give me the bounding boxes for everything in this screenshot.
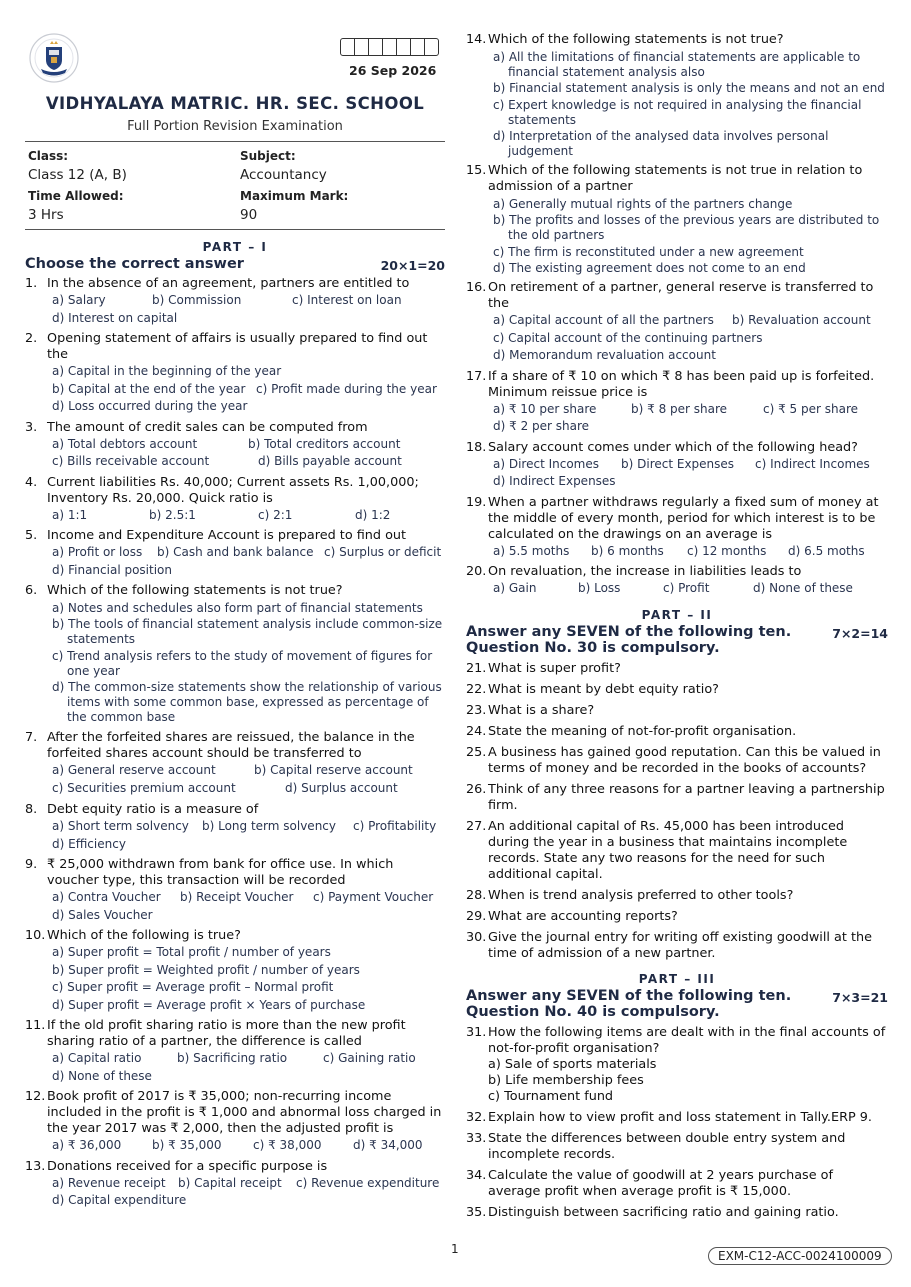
document-code-badge: EXM-C12-ACC-0024100009	[708, 1247, 892, 1265]
question-text: When a partner withdraws regularly a fixed sum of money at the middle of every month, period for which interest is to be calculated on the drawings on an average is	[488, 494, 879, 542]
option: c) Gaining ratio	[323, 1051, 416, 1065]
question-text: Salary account comes under which of the following head?	[488, 439, 858, 455]
option: b) Capital at the end of the year	[52, 381, 246, 396]
option: b) Revaluation account	[732, 313, 871, 327]
option-text: d) Interpretation of the analysed data involves personal judgement	[493, 129, 829, 158]
question-text: State the meaning of not-for-profit organisation.	[488, 723, 797, 739]
question-text: Distinguish between sacrificing ratio and gaining ratio.	[488, 1204, 839, 1220]
question-text: Give the journal entry for writing off existing goodwill at the time of admission of a new partner.	[488, 929, 872, 961]
options-row	[52, 889, 445, 907]
question-text: Income and Expenditure Account is prepared to find out	[47, 528, 407, 543]
option-text: c) Expert knowledge is not required in analysing the financial statements	[493, 97, 862, 127]
time-cell	[28, 189, 240, 223]
options-row	[52, 997, 445, 1015]
option: b) 2.5:1	[149, 507, 196, 522]
roll-number-boxes	[340, 38, 439, 56]
question	[25, 276, 445, 292]
part-2-title: Answer any SEVEN of the following ten. Question No. 30 is compulsory.	[466, 623, 792, 656]
option	[493, 129, 888, 159]
question-number: 15.	[466, 163, 487, 178]
option-text: a) Notes and schedules also form part of financial statements	[52, 600, 423, 615]
option: c) Profit	[663, 581, 710, 595]
option: b) Total creditors account	[248, 436, 401, 451]
question	[466, 745, 888, 777]
part-1-marks: 20×1=20	[380, 258, 445, 273]
question	[466, 32, 888, 48]
option: c) Securities premium account	[52, 780, 236, 795]
question	[466, 440, 888, 456]
mark-label: Maximum Mark:	[240, 189, 349, 203]
exam-title: Full Portion Revision Examination	[127, 119, 343, 134]
question-number: 14.	[466, 32, 487, 47]
options-row	[52, 381, 445, 399]
question-text: What is a share?	[488, 702, 595, 718]
option	[493, 261, 888, 276]
question-text: Which of the following is true?	[47, 928, 241, 943]
question	[25, 331, 445, 363]
option: a) Direct Incomes	[493, 456, 600, 471]
option: c) Indirect Incomes	[755, 456, 870, 471]
options-row	[493, 418, 888, 436]
part-2-marks: 7×2=14	[832, 625, 888, 641]
question-number: 27.	[466, 818, 487, 834]
option-text: c) The firm is reconstituted under a new agreement	[493, 244, 804, 259]
question-text: Which of the following statements is not true?	[47, 583, 343, 598]
options-row	[52, 836, 445, 854]
option: b) ₹ 35,000	[152, 1138, 222, 1152]
question-text: Donations received for a specific purpose is	[47, 1158, 328, 1174]
option: d) None of these	[52, 1068, 152, 1083]
question	[25, 1159, 445, 1175]
option: a) Profit or loss	[52, 545, 143, 559]
question-number: 22.	[466, 681, 487, 697]
option: c) Bills receivable account	[52, 454, 210, 468]
question	[466, 564, 888, 580]
option: c) Super profit = Average profit – Normal profit	[52, 980, 334, 994]
options-row	[52, 507, 445, 525]
option: a) General reserve account	[52, 763, 216, 777]
question-number: 7.	[25, 730, 38, 745]
time-label: Time Allowed:	[28, 189, 124, 203]
left-column	[25, 32, 445, 1210]
option: b) Commission	[152, 293, 242, 307]
option: a) Capital ratio	[52, 1051, 142, 1065]
question-text: Which of the following statements is not true?	[488, 32, 784, 47]
question	[466, 930, 888, 962]
option: c) Interest on loan	[292, 293, 402, 307]
question-text: If the old profit sharing ratio is more than the new profit sharing ratio of a partner, the difference is called	[47, 1018, 406, 1049]
option: a) ₹ 10 per share	[493, 401, 597, 416]
question	[25, 583, 445, 599]
question-text: In the absence of an agreement, partners are entitled to	[47, 276, 410, 291]
part-3-title-row	[466, 988, 888, 1020]
part-2-title-row	[466, 624, 888, 656]
part-1-title: Choose the correct answer	[25, 256, 244, 272]
options-row	[493, 330, 888, 348]
option: b) Long term solvency	[202, 819, 336, 833]
question-text: Explain how to view profit and loss statement in Tally.ERP 9.	[488, 1109, 872, 1125]
options-row	[52, 944, 445, 962]
part-3-title: Answer any SEVEN of the following ten. Question No. 40 is compulsory.	[466, 987, 792, 1020]
question-text: An additional capital of Rs. 45,000 has been introduced during the year in a business that maintains incomplete records. State any two reasons for the need for such additional capital.	[488, 818, 848, 882]
option: d) ₹ 2 per share	[493, 419, 590, 433]
question	[25, 857, 445, 889]
option	[52, 617, 445, 647]
option: d) Loss occurred during the year	[52, 399, 248, 413]
part-1-heading: PART – I	[202, 240, 268, 254]
question-text: Calculate the value of goodwill at 2 years purchase of average profit when average profit is ₹ 15,000.	[488, 1167, 833, 1199]
question-number: 19.	[466, 494, 487, 510]
option: c) ₹ 5 per share	[763, 401, 859, 416]
option: c) Surplus or deficit	[324, 545, 442, 559]
options-row	[52, 762, 445, 780]
option: c) Profit made during the year	[256, 381, 437, 396]
options-row	[493, 456, 888, 474]
question-number: 2.	[25, 331, 38, 346]
question-text: What is meant by debt equity ratio?	[488, 681, 719, 697]
part-2-heading: PART – II	[641, 607, 713, 622]
option: a) Capital in the beginning of the year	[52, 364, 282, 378]
options-row	[52, 436, 445, 454]
question	[25, 1089, 445, 1137]
right-column	[466, 32, 888, 1221]
option-text: b) Financial statement analysis is only the means and not an end	[493, 81, 885, 95]
question	[25, 928, 445, 944]
question	[466, 1025, 888, 1057]
options-row	[493, 312, 888, 330]
question-text: If a share of ₹ 10 on which ₹ 8 has been paid up is forfeited. Minimum reissue price is	[488, 368, 875, 400]
options-row	[52, 292, 445, 310]
subject-label: Subject:	[240, 149, 296, 163]
question-number: 8.	[25, 802, 38, 817]
question	[466, 782, 888, 814]
option	[493, 197, 888, 212]
option-text: d) The existing agreement does not come to an end	[493, 261, 806, 275]
question	[25, 420, 445, 436]
question-number: 25.	[466, 744, 487, 760]
options-row	[52, 1068, 445, 1086]
question-number: 34.	[466, 1167, 487, 1183]
option: c) Revenue expenditure	[296, 1175, 440, 1190]
option-text: b) The profits and losses of the previous years are distributed to the old partners	[493, 213, 880, 242]
option: a) Capital account of all the partners	[493, 313, 714, 327]
option: d) Memorandum revaluation account	[493, 348, 716, 362]
option: d) Capital expenditure	[52, 1193, 187, 1207]
question	[466, 1168, 888, 1200]
question-text: ₹ 25,000 withdrawn from bank for office use. In which voucher type, this transaction will be recorded	[47, 857, 394, 888]
question-text: A business has gained good reputation. Can this be valued in terms of money and be recorded in the books of accounts?	[488, 744, 881, 776]
question-number: 31.	[466, 1024, 487, 1040]
option: a) Contra Voucher	[52, 890, 161, 904]
question-number: 13.	[25, 1158, 46, 1174]
option: d) ₹ 34,000	[353, 1138, 423, 1152]
option	[493, 81, 888, 96]
options-row	[52, 907, 445, 925]
option: d) Bills payable account	[258, 454, 402, 468]
question-number: 23.	[466, 702, 487, 718]
option: b) Sacrificing ratio	[177, 1051, 288, 1065]
options-row	[52, 979, 445, 997]
option-text: a) All the limitations of financial statements are applicable to financial statement analysis also	[493, 49, 861, 79]
question-number: 24.	[466, 723, 487, 739]
question	[466, 724, 888, 740]
question-number: 26.	[466, 781, 487, 797]
question-text: The amount of credit sales can be computed from	[47, 419, 368, 435]
question-number: 30.	[466, 929, 487, 945]
options-list	[493, 197, 888, 277]
option: c) Payment Voucher	[313, 890, 434, 904]
header-top	[25, 32, 445, 94]
question	[25, 528, 445, 544]
option: c) Capital account of the continuing partners	[493, 330, 763, 345]
option: a) Short term solvency	[52, 819, 189, 833]
question-text: Which of the following statements is not true in relation to admission of a partner	[488, 163, 863, 194]
page-number: 1	[451, 1242, 459, 1256]
options-row	[52, 453, 445, 471]
option	[52, 649, 445, 679]
option: b) Direct Expenses	[621, 456, 735, 471]
exam-date: 26 Sep 2026	[349, 63, 437, 78]
question-text: Think of any three reasons for a partner leaving a partnership firm.	[488, 781, 885, 813]
part-3-marks: 7×3=21	[832, 989, 888, 1005]
option: a) Revenue receipt	[52, 1175, 166, 1190]
options-row	[493, 580, 888, 598]
sub-item: c) Tournament fund	[488, 1088, 614, 1104]
part-3-heading: PART – III	[638, 971, 716, 986]
options-list	[52, 601, 445, 726]
option: a) Super profit = Total profit / number of years	[52, 945, 331, 959]
options-row	[52, 1192, 445, 1210]
question-number: 11.	[25, 1018, 46, 1033]
option: b) Super profit = Weighted profit / number of years	[52, 962, 360, 977]
sub-item: b) Life membership fees	[488, 1072, 644, 1088]
question-number: 3.	[25, 419, 38, 435]
option: c) ₹ 38,000	[253, 1138, 322, 1152]
question-number: 5.	[25, 528, 38, 543]
question-number: 18.	[466, 439, 487, 455]
question-number: 29.	[466, 908, 487, 924]
question	[466, 682, 888, 698]
options-row	[493, 543, 888, 561]
question	[25, 1018, 445, 1050]
option-text: c) Trend analysis refers to the study of movement of figures for one year	[52, 648, 433, 678]
question	[466, 163, 888, 195]
option: d) 1:2	[355, 507, 391, 522]
question-number: 32.	[466, 1109, 487, 1125]
class-label: Class:	[28, 149, 69, 163]
option: d) Super profit = Average profit × Years of purchase	[52, 997, 366, 1012]
sub-item: a) Sale of sports materials	[488, 1056, 657, 1072]
option: a) Salary	[52, 293, 106, 307]
option: d) Financial position	[52, 562, 173, 577]
options-row	[52, 1137, 445, 1155]
question-number: 17.	[466, 368, 487, 384]
options-row	[52, 962, 445, 980]
part-1-title-row	[25, 256, 445, 273]
options-row	[493, 473, 888, 491]
options-row	[493, 401, 888, 419]
question	[466, 888, 888, 904]
option: d) Surplus account	[285, 780, 398, 795]
school-name: VIDHYALAYA MATRIC. HR. SEC. SCHOOL	[45, 94, 425, 113]
option: d) Interest on capital	[52, 310, 178, 325]
class-cell	[28, 149, 240, 183]
subject-cell	[240, 149, 440, 183]
question-text: Current liabilities Rs. 40,000; Current assets Rs. 1,00,000; Inventory Rs. 20,000. Quick ratio is	[47, 474, 419, 506]
question-text: After the forfeited shares are reissued, the balance in the forfeited shares account should be transferred to	[47, 730, 415, 761]
options-row	[493, 347, 888, 365]
mark-value: 90	[240, 207, 258, 223]
question-number: 21.	[466, 660, 487, 676]
question	[25, 730, 445, 762]
options-row	[52, 818, 445, 836]
option: d) Indirect Expenses	[493, 474, 616, 488]
option: a) ₹ 36,000	[52, 1138, 122, 1152]
option-text: b) The tools of financial statement analysis include common-size statements	[52, 617, 443, 646]
question	[466, 1131, 888, 1163]
question-text: State the differences between double entry system and incomplete records.	[488, 1130, 846, 1162]
question-number: 4.	[25, 474, 38, 490]
option: d) 6.5 moths	[788, 543, 865, 558]
question-text: Opening statement of affairs is usually prepared to find out the	[47, 331, 428, 362]
question-number: 9.	[25, 857, 38, 872]
question-number: 10.	[25, 928, 46, 943]
option: b) Receipt Voucher	[180, 890, 294, 904]
option: b) 6 months	[591, 543, 664, 558]
option: a) 1:1	[52, 507, 88, 522]
options-row	[52, 562, 445, 580]
question-number: 16.	[466, 280, 487, 295]
option: b) Loss	[578, 581, 621, 595]
option	[52, 680, 445, 725]
option: c) 2:1	[258, 507, 293, 522]
question	[466, 909, 888, 925]
option: b) ₹ 8 per share	[631, 401, 728, 416]
question-number: 6.	[25, 583, 38, 598]
school-crest-logo	[29, 33, 79, 83]
options-row	[52, 398, 445, 416]
option: c) 12 months	[687, 543, 767, 558]
mark-cell	[240, 189, 440, 223]
subject-value: Accountancy	[240, 167, 327, 183]
question-number: 1.	[25, 276, 38, 291]
question-number: 33.	[466, 1130, 487, 1146]
options-row	[52, 780, 445, 798]
question	[466, 1110, 888, 1126]
options-row	[52, 544, 445, 562]
question	[25, 802, 445, 818]
question	[466, 703, 888, 719]
options-list	[493, 50, 888, 160]
question-number: 20.	[466, 564, 487, 579]
question-text: Debt equity ratio is a measure of	[47, 802, 259, 817]
options-row	[52, 1175, 445, 1193]
question	[466, 1205, 888, 1221]
option: a) Total debtors account	[52, 436, 198, 451]
question	[466, 369, 888, 401]
question	[466, 495, 888, 543]
options-row	[52, 1050, 445, 1068]
option: a) Gain	[493, 581, 537, 595]
question-text: What are accounting reports?	[488, 908, 678, 924]
option	[493, 213, 888, 243]
question-text: When is trend analysis preferred to other tools?	[488, 887, 794, 903]
option	[52, 601, 445, 616]
question	[25, 475, 445, 507]
option-text: a) Generally mutual rights of the partners change	[493, 196, 793, 211]
question-number: 28.	[466, 887, 487, 903]
option	[493, 50, 888, 80]
option	[493, 98, 888, 128]
option	[493, 245, 888, 260]
question-text: On retirement of a partner, general reserve is transferred to the	[488, 280, 874, 311]
question-text: What is super profit?	[488, 660, 621, 676]
options-row	[52, 363, 445, 381]
question	[466, 661, 888, 677]
option: b) Cash and bank balance	[157, 545, 314, 559]
option: a) 5.5 moths	[493, 543, 570, 558]
time-value: 3 Hrs	[28, 207, 64, 223]
option: b) Capital reserve account	[254, 763, 413, 777]
question	[466, 280, 888, 312]
options-row	[52, 310, 445, 328]
question-text: How the following items are dealt with in the final accounts of not-for-profit organisation?	[488, 1024, 886, 1056]
option: d) Sales Voucher	[52, 907, 153, 922]
question-text: Book profit of 2017 is ₹ 35,000; non-recurring income included in the profit is ₹ 1,000 and abnormal loss charged in the year 2017 was ₹ 2,000, then the adjusted profit is	[47, 1089, 442, 1136]
option: c) Profitability	[353, 819, 437, 833]
option-text: d) The common-size statements show the relationship of various items with some common base, expressed as percentage of the common base	[52, 680, 442, 724]
question-number: 35.	[466, 1204, 487, 1220]
class-value: Class 12 (A, B)	[28, 167, 127, 183]
option: d) Efficiency	[52, 836, 126, 851]
question-text: On revaluation, the increase in liabilities leads to	[488, 564, 802, 579]
question-number: 12.	[25, 1089, 46, 1104]
option: b) Capital receipt	[178, 1175, 282, 1190]
option: d) None of these	[753, 581, 853, 595]
exam-info-grid	[25, 141, 445, 230]
question	[466, 819, 888, 883]
